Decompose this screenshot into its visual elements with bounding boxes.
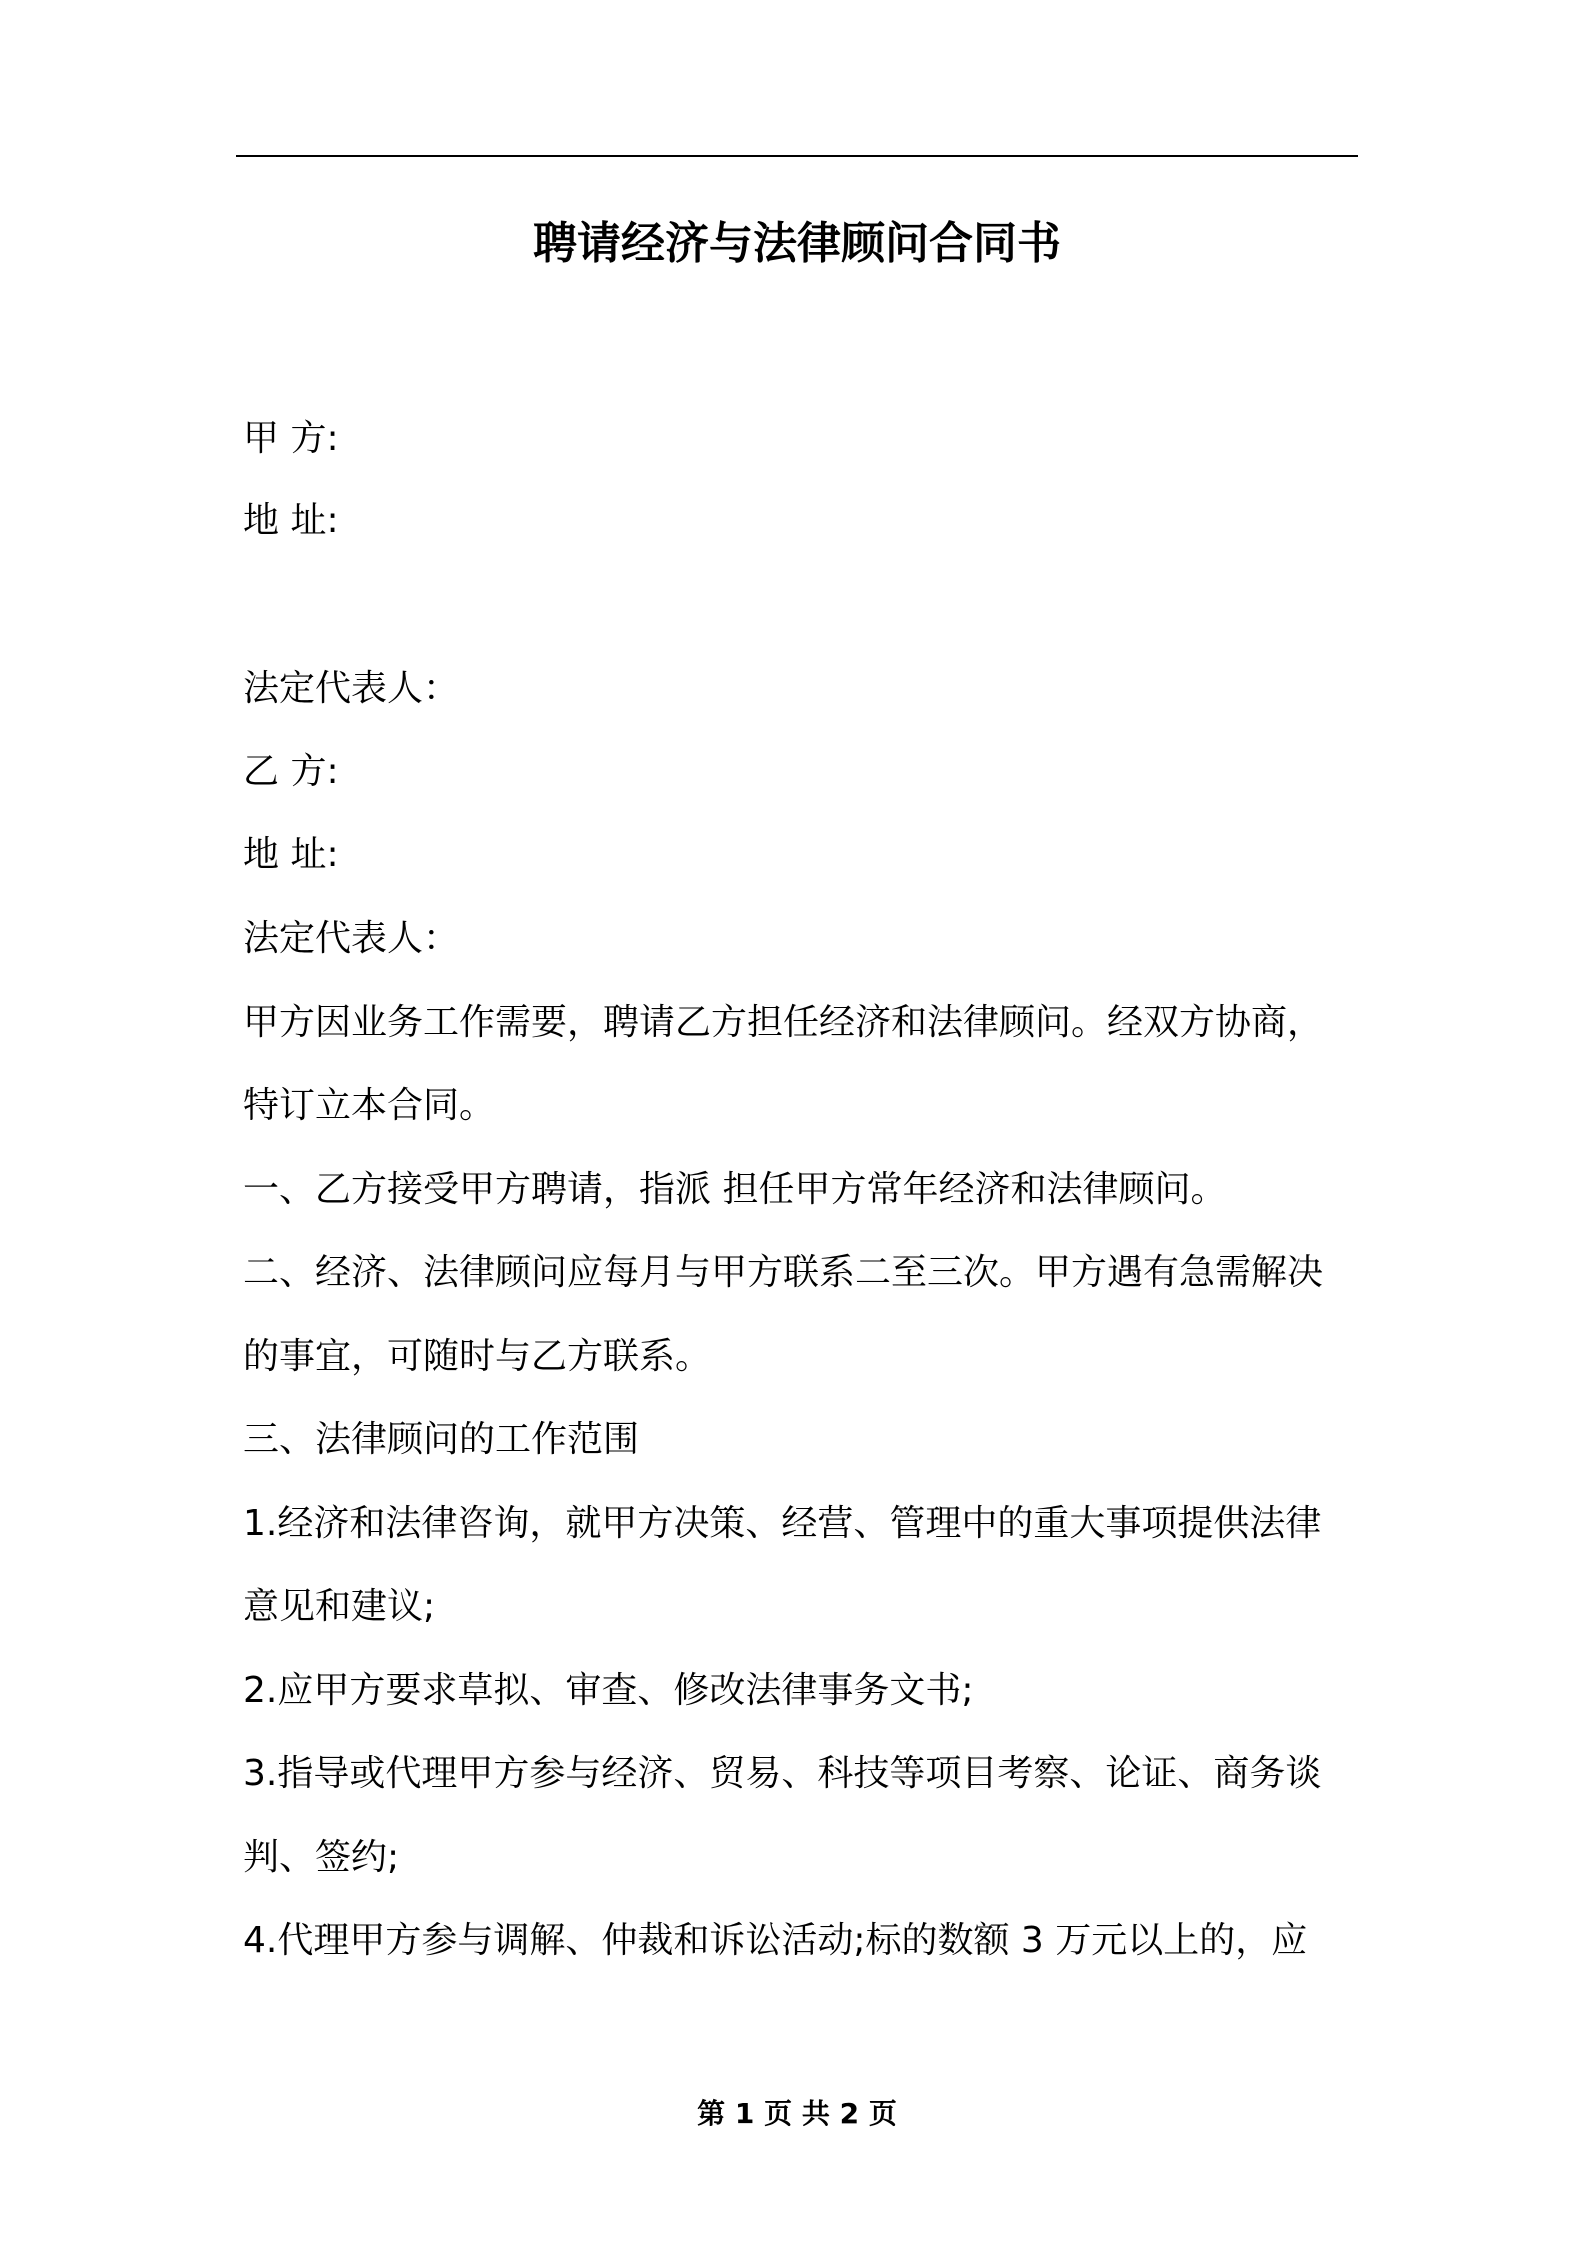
scope-item-3-line: 3.指导或代理甲方参与经济、贸易、科技等项目考察、论证、商务谈 <box>243 1753 1322 1794</box>
party-b-address-label: 地 址: <box>243 834 339 875</box>
party-a-label: 甲 方: <box>243 418 339 459</box>
party-a-representative-label: 法定代表人： <box>243 668 460 709</box>
party-b-representative-label: 法定代表人： <box>243 918 460 959</box>
page-number-footer: 第 1 页 共 2 页 <box>697 2097 897 2130</box>
scope-item-4-line: 4.代理甲方参与调解、仲裁和诉讼活动;标的数额 3 万元以上的，应 <box>243 1920 1308 1961</box>
clause-2-line: 二、经济、法律顾问应每月与甲方联系二至三次。甲方遇有急需解决 <box>243 1252 1324 1293</box>
scope-item-1-line: 1.经济和法律咨询，就甲方决策、经营、管理中的重大事项提供法律 <box>243 1503 1322 1544</box>
paragraph-line: 特订立本合同。 <box>243 1085 496 1126</box>
clause-2-line: 的事宜，可随时与乙方联系。 <box>243 1336 712 1377</box>
scope-item-1-line: 意见和建议; <box>243 1586 436 1627</box>
scope-item-3-line: 判、签约; <box>243 1837 400 1878</box>
clause-1-line: 一、乙方接受甲方聘请，指派 担任甲方常年经济和法律顾问。 <box>243 1169 1227 1210</box>
header-rule <box>236 155 1358 157</box>
clause-3-heading: 三、法律顾问的工作范围 <box>243 1419 640 1460</box>
party-b-label: 乙 方: <box>243 751 339 792</box>
document-title: 聘请经济与法律顾问合同书 <box>533 218 1061 269</box>
scope-item-2-line: 2.应甲方要求草拟、审查、修改法律事务文书; <box>243 1670 974 1711</box>
paragraph-line: 甲方因业务工作需要，聘请乙方担任经济和法律顾问。经双方协商， <box>243 1002 1324 1043</box>
party-a-address-label: 地 址: <box>243 500 339 541</box>
